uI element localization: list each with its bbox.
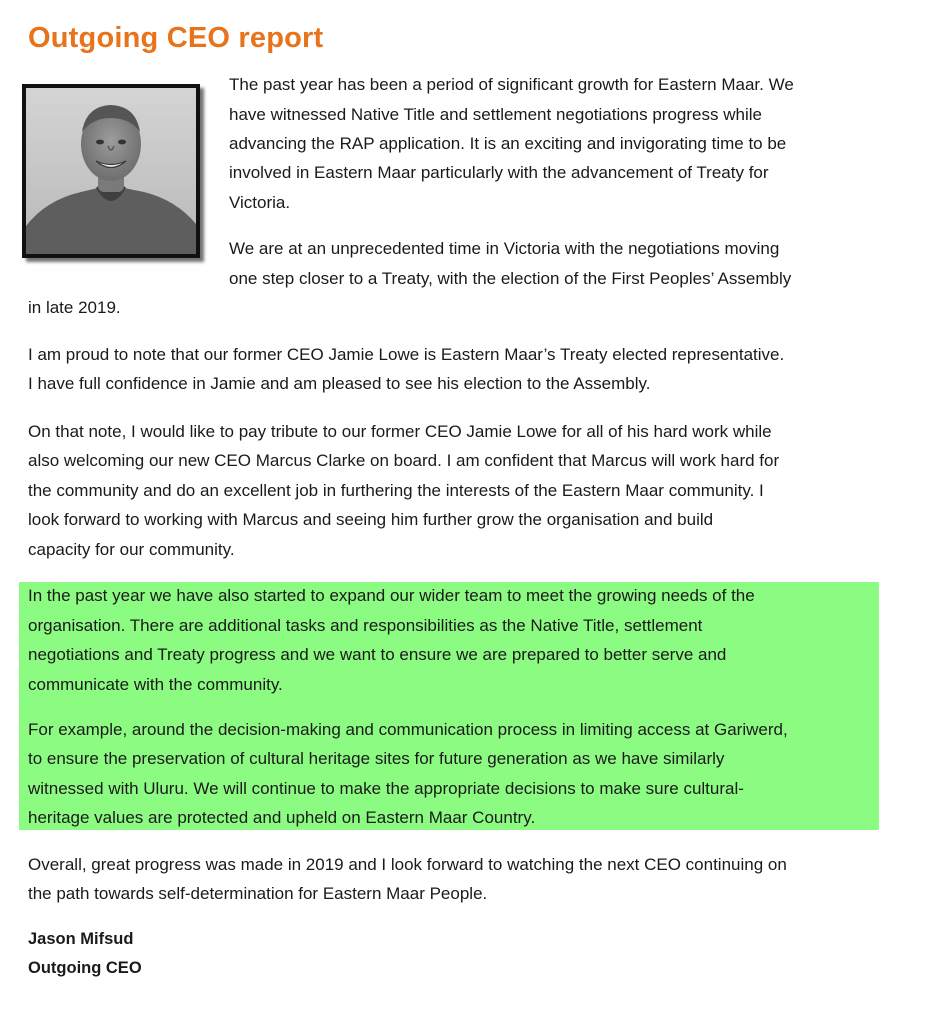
text-line: The past year has been a period of significant growth for Eastern Maar. We (229, 75, 794, 94)
signature-role: Outgoing CEO (28, 959, 142, 977)
text-line: We are at an unprecedented time in Victoria with the negotiations moving (229, 239, 780, 258)
text-line: in late 2019. (28, 298, 121, 317)
text-line: negotiations and Treaty progress and we want to ensure we are prepared to better serve and (28, 645, 727, 664)
text-line: organisation. There are additional tasks and responsibilities as the Native Title, settlement (28, 616, 703, 635)
text-line: Overall, great progress was made in 2019 and I look forward to watching the next CEO continuing on (28, 855, 787, 874)
text-line: witnessed with Uluru. We will continue to make the appropriate decisions to make sure cultural- (28, 779, 744, 798)
text-line: For example, around the decision-making and communication process in limiting access at Gariwerd, (28, 720, 788, 739)
portrait-photo-icon (26, 88, 196, 254)
text-line: capacity for our community. (28, 540, 235, 559)
text-line: look forward to working with Marcus and seeing him further grow the organisation and build (28, 510, 714, 529)
text-line: involved in Eastern Maar particularly with the advancement of Treaty for (229, 163, 769, 182)
ceo-portrait-photo (22, 84, 200, 258)
text-line: to ensure the preservation of cultural heritage sites for future generation as we have similarly (28, 749, 725, 768)
text-line: Victoria. (229, 193, 291, 212)
text-line: I am proud to note that our former CEO Jamie Lowe is Eastern Maar’s Treaty elected representative. (28, 345, 785, 364)
signature-name: Jason Mifsud (28, 930, 134, 948)
text-line: the community and do an excellent job in furthering the interests of the Eastern Maar community. I (28, 481, 764, 500)
text-line: advancing the RAP application. It is an exciting and invigorating time to be (229, 134, 787, 153)
text-line: In the past year we have also started to expand our wider team to meet the growing needs of the (28, 586, 755, 605)
text-line: heritage values are protected and upheld on Eastern Maar Country. (28, 808, 536, 827)
text-line: have witnessed Native Title and settlement negotiations progress while (229, 105, 762, 124)
text-line: the path towards self-determination for Eastern Maar People. (28, 884, 488, 903)
page-title: Outgoing CEO report (28, 22, 324, 54)
text-line: On that note, I would like to pay tribute to our former CEO Jamie Lowe for all of his hard work while (28, 422, 772, 441)
text-line: communicate with the community. (28, 675, 283, 694)
text-line: also welcoming our new CEO Marcus Clarke on board. I am confident that Marcus will work hard for (28, 451, 780, 470)
text-line: I have full confidence in Jamie and am pleased to see his election to the Assembly. (28, 374, 651, 393)
text-line: one step closer to a Treaty, with the election of the First Peoples’ Assembly (229, 269, 792, 288)
